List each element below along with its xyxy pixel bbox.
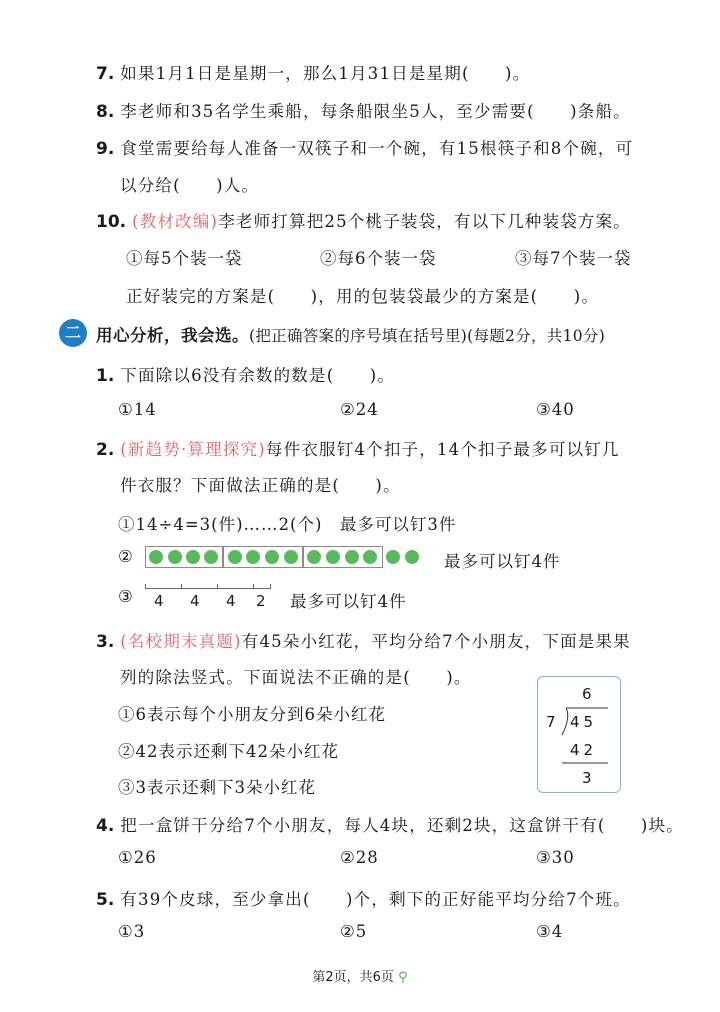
button-dot <box>228 550 242 564</box>
button-dot <box>265 550 279 564</box>
question-number: 7. <box>96 64 115 84</box>
question-text: 有45朵小红花，平均分给7个小朋友，下面是果果 <box>241 632 631 651</box>
long-division-box <box>537 676 621 793</box>
question-tag: (名校期末真题) <box>120 632 242 651</box>
button-dot <box>386 550 400 564</box>
number-line-tick <box>181 584 182 589</box>
s2-question-3 <box>96 628 631 652</box>
option-c-text: 最多可以钉4件 <box>290 592 407 611</box>
question-text: 李老师打算把25个桃子装袋，有以下几种装袋方案。 <box>218 212 631 231</box>
number-line-label: 4 <box>190 592 200 610</box>
page-number: 第2页，共6页 <box>312 970 394 985</box>
button-dot <box>307 550 321 564</box>
button-dot <box>246 550 260 564</box>
button-dot <box>149 550 163 564</box>
number-line-label: 4 <box>154 592 164 610</box>
option-c: ③3表示还剩下3朵小红花 <box>118 778 316 797</box>
option-b-text: 最多可以钉4件 <box>444 552 561 571</box>
section-header <box>96 322 605 346</box>
question-number: 1. <box>96 366 115 386</box>
number-line-tick <box>253 584 254 589</box>
division-remainder: 3 <box>582 769 592 787</box>
s2-question-5 <box>96 886 631 910</box>
plan-option-1: ①每5个装一袋 <box>126 249 243 268</box>
question-number: 10. <box>96 212 127 232</box>
option-c-label: ③ <box>118 587 134 606</box>
number-line-label: 2 <box>256 592 266 610</box>
question-text: 每件衣服钉4个扣子，14个扣子最多可以钉几 <box>265 440 620 459</box>
question-10-answer-line: 正好装完的方案是( )，用的包装袋最少的方案是( )。 <box>126 287 600 306</box>
question-text: 如果1月1日是星期一，那么1月31日是星期( )。 <box>120 64 531 83</box>
option-a: ①6表示每个小朋友分到6朵小红花 <box>118 705 386 724</box>
s2-question-4 <box>96 812 684 836</box>
question-10 <box>96 208 631 232</box>
number-line-tick <box>270 584 271 589</box>
question-text: 下面除以6没有余数的数是( )。 <box>120 366 396 385</box>
question-number: 8. <box>96 102 115 122</box>
button-dot <box>405 550 419 564</box>
number-line-tick <box>217 584 218 589</box>
button-dot <box>168 550 182 564</box>
question-tag: (新趋势·算理探究) <box>120 440 266 459</box>
s2-question-2-continued: 件衣服？下面做法正确的是( )。 <box>120 476 401 495</box>
division-dividend: 45 <box>570 713 598 731</box>
question-number: 9. <box>96 139 115 159</box>
question-8 <box>96 98 631 122</box>
option-b: ②5 <box>340 922 368 941</box>
option-c: ③40 <box>536 400 575 419</box>
section-badge: 二 <box>59 319 87 347</box>
plan-option-2: ②每6个装一袋 <box>320 249 437 268</box>
question-number: 3. <box>96 632 115 652</box>
plan-option-3: ③每7个装一袋 <box>515 249 632 268</box>
division-divisor: 7 <box>546 713 556 731</box>
section-title: 用心分析，我会选。 <box>96 326 249 345</box>
s2-question-1 <box>96 362 395 386</box>
number-line-tick <box>145 584 146 589</box>
s2-question-3-continued: 列的除法竖式。下面说法不正确的是( )。 <box>120 668 472 687</box>
button-dot <box>326 550 340 564</box>
question-text: 食堂需要给每人准备一双筷子和一个碗，有15根筷子和8个碗，可 <box>120 139 634 158</box>
question-text: 有39个皮球，至少拿出( )个，剩下的正好能平均分给7个班。 <box>120 890 631 909</box>
number-line <box>145 584 271 592</box>
option-a: ①26 <box>118 848 157 867</box>
division-bracket <box>538 677 620 792</box>
sprout-icon: ⚲ <box>398 970 408 985</box>
button-dot <box>363 550 377 564</box>
option-a: ①14÷4=3(件)……2(个) 最多可以钉3件 <box>118 515 457 534</box>
question-text: 李老师和35名学生乘船，每条船限坐5人，至少需要( )条船。 <box>120 102 631 121</box>
option-b-label: ② <box>118 547 134 566</box>
option-c: ③4 <box>536 922 564 941</box>
s2-question-2 <box>96 436 620 460</box>
question-tag: (教材改编) <box>132 212 219 231</box>
option-a: ①3 <box>118 922 146 941</box>
option-a: ①14 <box>118 400 157 419</box>
option-b: ②24 <box>340 400 379 419</box>
question-number: 2. <box>96 440 115 460</box>
page-footer <box>0 966 720 985</box>
division-product: 42 <box>570 741 598 759</box>
section-note: (把正确答案的序号填在括号里)(每题2分，共10分) <box>249 327 606 345</box>
question-number: 4. <box>96 816 115 836</box>
button-dot <box>345 550 359 564</box>
button-dot <box>186 550 200 564</box>
question-text: 把一盒饼干分给7个小朋友，每人4块，还剩2块，这盒饼干有( )块。 <box>120 816 684 835</box>
question-9-continued: 以分给( )人。 <box>120 176 260 195</box>
button-dot <box>204 550 218 564</box>
option-b: ②28 <box>340 848 379 867</box>
question-number: 5. <box>96 890 115 910</box>
option-b: ②42表示还剩下42朵小红花 <box>118 742 339 761</box>
division-quotient: 6 <box>582 685 592 703</box>
number-line-label: 4 <box>226 592 236 610</box>
option-c: ③30 <box>536 848 575 867</box>
button-dot <box>284 550 298 564</box>
question-9 <box>96 135 633 159</box>
question-7 <box>96 60 530 84</box>
